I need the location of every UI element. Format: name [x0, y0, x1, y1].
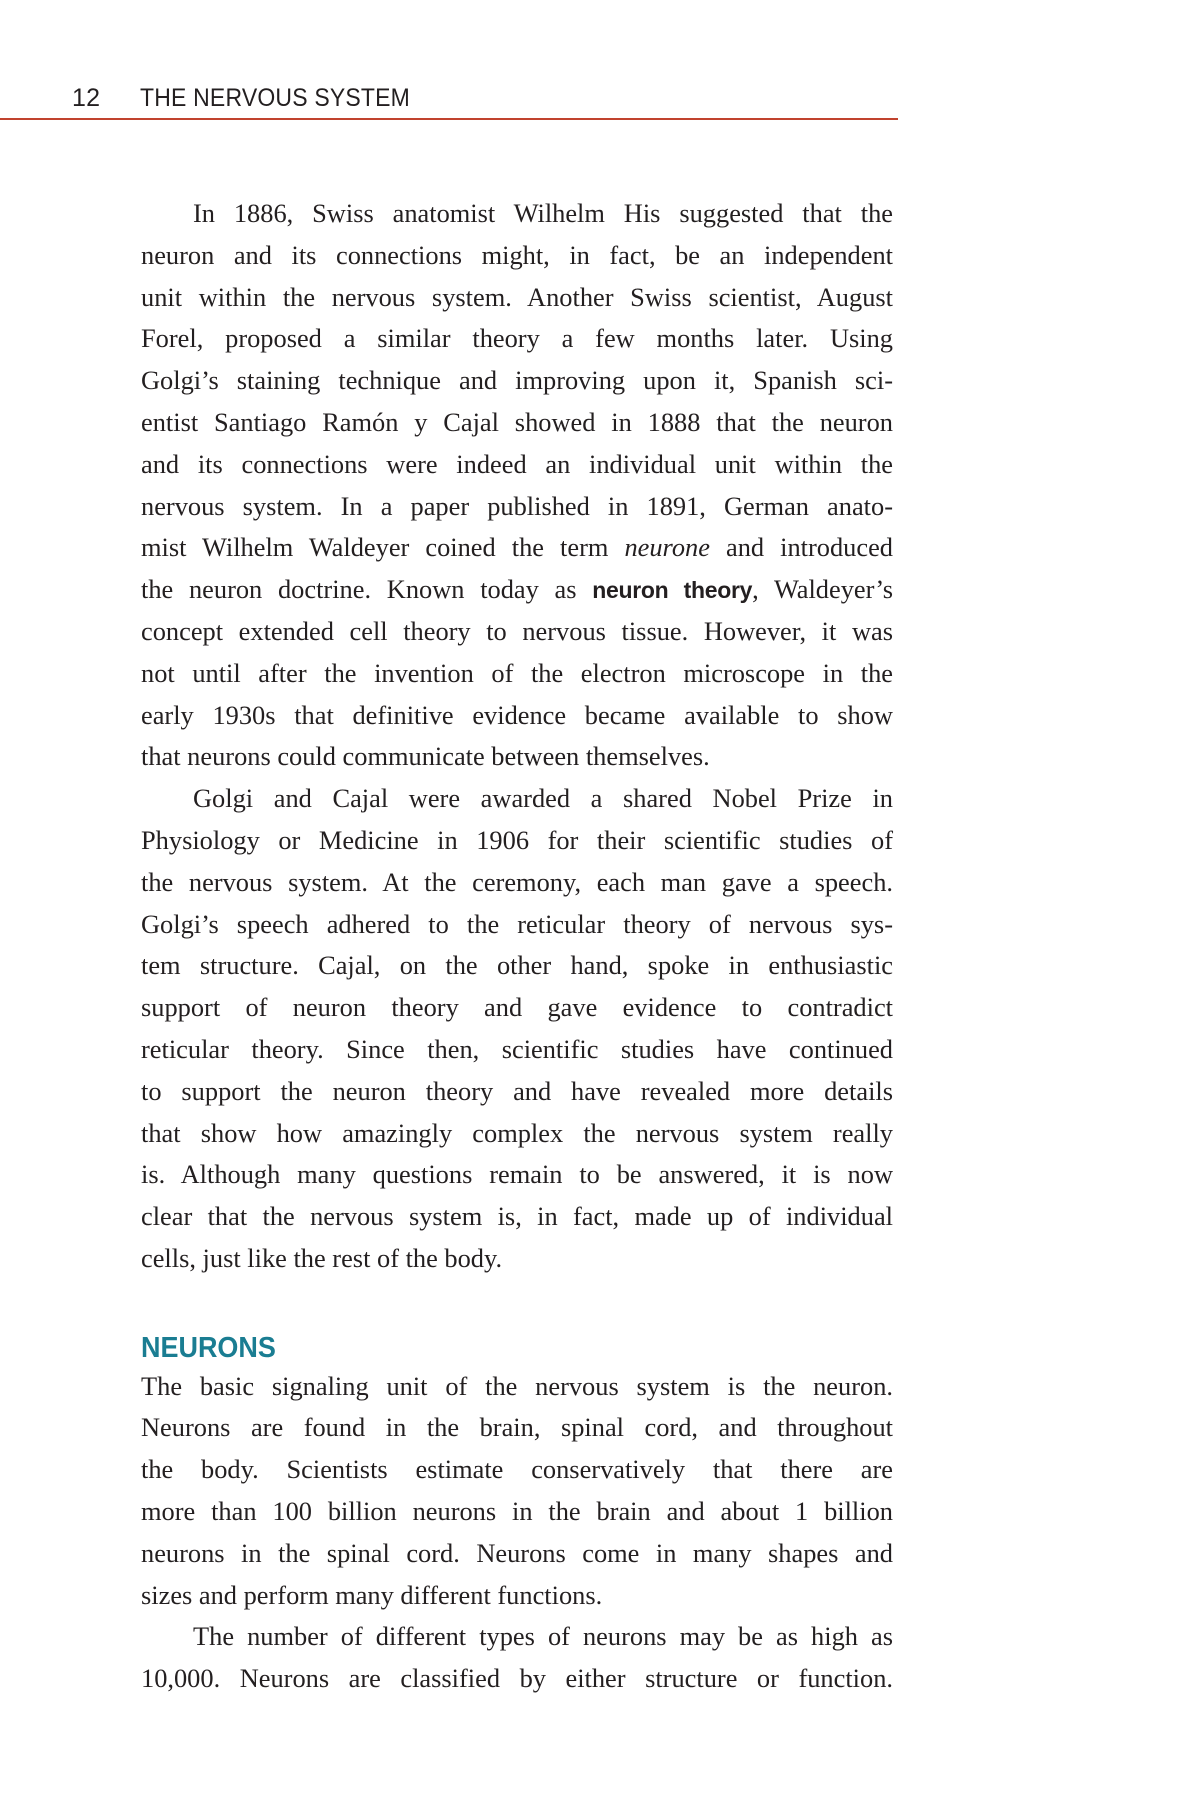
line-text: , Waldeyer’s [752, 574, 893, 605]
paragraph-1-line: early 1930s that definitive evidence became available to show [141, 699, 893, 730]
paragraph-1-line: not until after the invention of the electron microscope in the [141, 657, 893, 688]
line-text: the neuron doctrine. Known today as [141, 574, 593, 605]
paragraph-1-line: neuron and its connections might, in fact, be an independent [141, 239, 893, 270]
paragraph-1-line: Forel, proposed a similar theory a few months later. Using [141, 323, 893, 354]
paragraph-3-line: Neurons are found in the brain, spinal cord, and throughout [141, 1412, 893, 1443]
paragraph-2-line: cells, just like the rest of the body. [141, 1242, 503, 1273]
line-text: and introduced [709, 532, 893, 563]
paragraph-3-line: the body. Scientists estimate conservatively that there are [141, 1454, 893, 1485]
paragraph-2-line: is. Although many questions remain to be answered, it is now [141, 1159, 893, 1190]
paragraph-2-line: Golgi’s speech adhered to the reticular theory of nervous sys- [141, 908, 893, 939]
paragraph-1-line: entist Santiago Ramón y Cajal showed in 1888 that the neuron [141, 406, 893, 437]
paragraph-3-line: The basic signaling unit of the nervous system is the neuron. [141, 1370, 893, 1401]
header-rule [0, 118, 898, 120]
paragraph-1-line: and its connections were indeed an individual unit within the [141, 448, 893, 479]
running-head [72, 84, 898, 120]
paragraph-2-line: that show how amazingly complex the nervous system really [141, 1117, 893, 1148]
paragraph-4-line: The number of different types of neurons may be as high as [193, 1621, 893, 1652]
page-number: 12 [72, 84, 101, 112]
paragraph-2-line: to support the neuron theory and have revealed more details [141, 1075, 893, 1106]
paragraph-2-line: Physiology or Medicine in 1906 for their scientific studies of [141, 824, 893, 855]
paragraph-2-line: support of neuron theory and gave evidence to contradict [141, 992, 893, 1023]
paragraph-4-line: 10,000. Neurons are classified by either structure or function. [141, 1663, 893, 1694]
paragraph-1-line: nervous system. In a paper published in 1891, German anato- [141, 490, 893, 521]
section-heading-neurons: NEURONS [141, 1331, 276, 1364]
paragraph-1-line [141, 527, 893, 569]
paragraph-1-line: that neurons could communicate between themselves. [141, 741, 710, 772]
paragraph-2-line: Golgi and Cajal were awarded a shared Nobel Prize in [193, 783, 893, 814]
paragraph-3-line: neurons in the spinal cord. Neurons come in many shapes and [141, 1537, 893, 1568]
paragraph-1-line [141, 569, 893, 611]
body-text [141, 193, 893, 1700]
paragraph-1-line: Golgi’s staining technique and improving upon it, Spanish sci- [141, 365, 893, 396]
paragraph-3-line: sizes and perform many different functions. [141, 1579, 603, 1610]
paragraph-2-line: clear that the nervous system is, in fact, made up of individual [141, 1201, 893, 1232]
paragraph-1-line: unit within the nervous system. Another Swiss scientist, August [141, 281, 893, 312]
running-title: THE NERVOUS SYSTEM [140, 84, 410, 112]
paragraph-2-line: reticular theory. Since then, scientific studies have continued [141, 1033, 893, 1064]
paragraph-2-line: the nervous system. At the ceremony, each man gave a speech. [141, 866, 893, 897]
line-text: mist Wilhelm Waldeyer coined the term [141, 532, 625, 563]
paragraph-1-line: concept extended cell theory to nervous tissue. However, it was [141, 615, 893, 646]
term-neurone: neurone [624, 532, 710, 563]
section-spacer [141, 1280, 893, 1322]
key-term-neuron-theory: neuron theory [592, 577, 753, 604]
paragraph-1-line: In 1886, Swiss anatomist Wilhelm His suggested that the [193, 198, 893, 228]
paragraph-3-line: more than 100 billion neurons in the brain and about 1 billion [141, 1495, 893, 1526]
paragraph-2-line: tem structure. Cajal, on the other hand, spoke in enthusiastic [141, 950, 893, 981]
